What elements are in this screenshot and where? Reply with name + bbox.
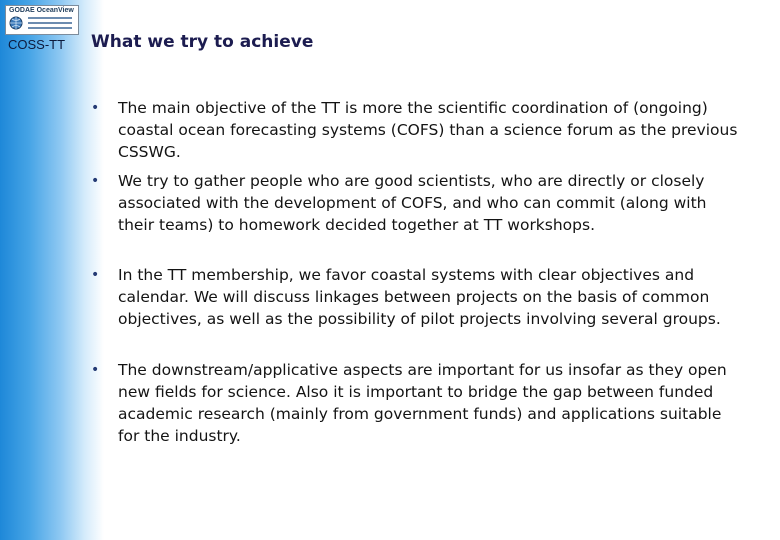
bullet-text: The main objective of the TT is more the scientific coordination of (ongoing) coastal ocean forecasting systems (COFS) than a science forum as the previous CSSWG.: [118, 99, 738, 161]
bullet-icon: •: [91, 362, 100, 378]
bullet-text: We try to gather people who are good scientists, who are directly or closely associated with the development of COFS, and who can commit (along with their teams) to homework decided together at TT workshops.: [118, 172, 707, 234]
bullet-icon: •: [91, 100, 100, 116]
bullet-icon: •: [91, 267, 100, 283]
bullet-text: The downstream/applicative aspects are important for us insofar as they open new fields for science. Also it is important to bridge the gap between funded academic research (mainly from government funds) and applications suitable for the industry.: [118, 361, 727, 445]
slide-title: What we try to achieve: [91, 32, 314, 52]
logo-decoration: [28, 17, 72, 29]
logo-text: GODAE OceanView: [9, 7, 74, 14]
bullet-icon: •: [91, 173, 100, 189]
sidebar-gradient: [0, 0, 104, 540]
globe-icon: [9, 16, 23, 30]
coss-tt-label: COSS-TT: [8, 37, 66, 52]
godae-oceanview-logo: [5, 5, 79, 35]
bullet-text: In the TT membership, we favor coastal systems with clear objectives and calendar. We will discuss linkages between projects on the basis of common objectives, as well as the possibility of pilot projects involving several groups.: [118, 266, 721, 328]
